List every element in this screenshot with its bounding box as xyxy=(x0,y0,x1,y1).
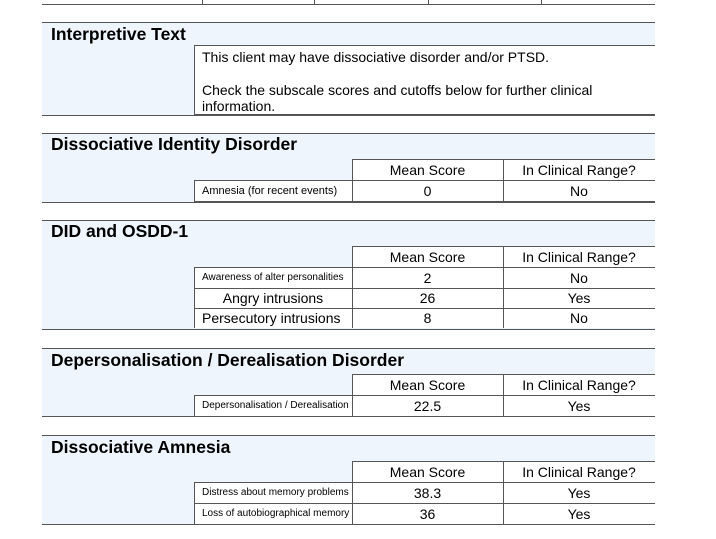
table-row-clinical: Yes xyxy=(567,484,591,501)
interpretive-line-1: This client may have dissociative disorder and/or PTSD. xyxy=(202,49,550,65)
interpretive-heading: Interpretive Text xyxy=(51,24,186,44)
column-header-mean: Mean Score xyxy=(389,161,466,178)
table-row-mean: 2 xyxy=(423,269,432,286)
table-row-mean: 26 xyxy=(419,290,436,306)
column-header-mean: Mean Score xyxy=(389,463,466,480)
table-row-clinical: Yes xyxy=(567,290,591,306)
column-header-clinical: In Clinical Range? xyxy=(522,161,636,178)
column-header-mean: Mean Score xyxy=(389,376,466,393)
table-row-label: Persecutory intrusions xyxy=(194,308,352,328)
table-row-label: Angry intrusions xyxy=(194,288,352,308)
table-row-clinical: No xyxy=(570,310,588,326)
section-did-heading: Dissociative Identity Disorder xyxy=(51,134,298,154)
section-osdd-heading: DID and OSDD-1 xyxy=(51,221,189,241)
table-row-mean: 0 xyxy=(423,182,432,199)
table-row-label: Distress about memory problems xyxy=(194,482,352,503)
table-row-label: Awareness of alter personalities xyxy=(194,267,352,288)
table-row-mean: 38.3 xyxy=(413,484,442,501)
table-row-clinical: Yes xyxy=(567,397,591,414)
table-row-mean: 8 xyxy=(423,310,432,326)
table-row-label: Loss of autobiographical memory xyxy=(194,503,352,524)
table-row-label: Amnesia (for recent events) xyxy=(194,180,352,201)
interpretive-line-2: Check the subscale scores and cutoffs below for further clinical information. xyxy=(202,82,593,114)
section-dpdr-heading: Depersonalisation / Derealisation Disorder xyxy=(51,350,405,370)
table-row-clinical: No xyxy=(570,269,588,286)
column-header-clinical: In Clinical Range? xyxy=(522,248,636,265)
table-row-mean: 36 xyxy=(419,505,436,522)
table-row-clinical: No xyxy=(570,182,588,199)
table-row-mean: 22.5 xyxy=(413,397,442,414)
column-header-clinical: In Clinical Range? xyxy=(522,376,636,393)
table-row-clinical: Yes xyxy=(567,505,591,522)
column-header-clinical: In Clinical Range? xyxy=(522,463,636,480)
column-header-mean: Mean Score xyxy=(389,248,466,265)
table-row-label: Depersonalisation / Derealisation xyxy=(194,395,352,416)
section-amnesia-heading: Dissociative Amnesia xyxy=(51,437,231,457)
